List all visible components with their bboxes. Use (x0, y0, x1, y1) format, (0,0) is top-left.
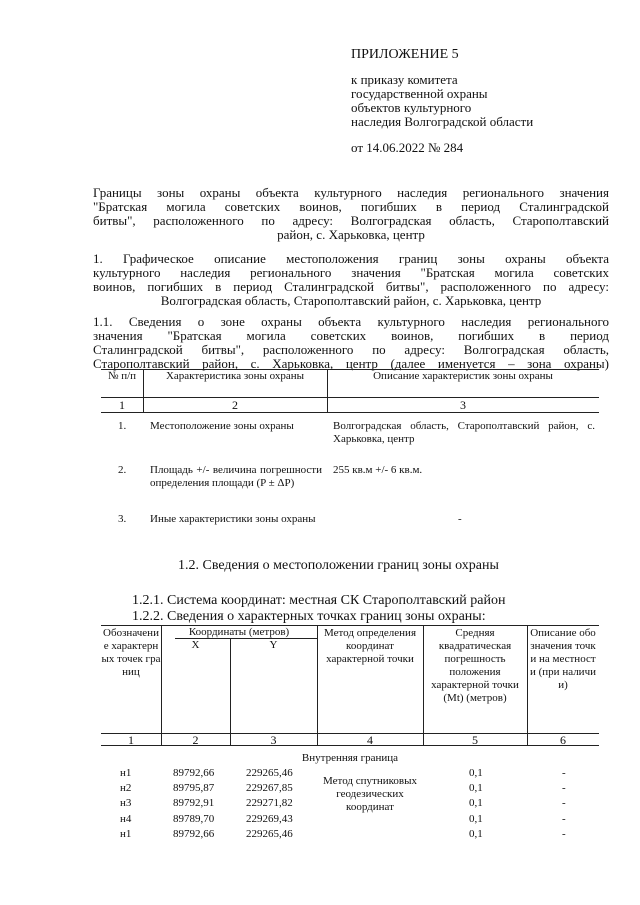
table2-row4-y: 229269,43 (246, 813, 293, 825)
section1-line-3: воинов, погибших в период Сталинградской битвы", расположенного по адресу: (93, 279, 609, 294)
table2-row2-point: н2 (120, 782, 132, 794)
table2-header-coords: Координаты (метров) (188, 626, 290, 638)
section11-line-1: 1.1. Сведения о зоне охраны объекта культурного наследия регионального (93, 314, 609, 329)
table2-method-value: Метод спутниковых геодезических координат (323, 775, 417, 813)
table2-row5-desc: - (562, 828, 566, 840)
table2-row4-x: 89789,70 (173, 813, 215, 825)
table2-row2-err: 0,1 (469, 782, 483, 794)
appendix-line-3: объектов культурного (351, 100, 472, 115)
table1-header-num: № п/п (107, 370, 137, 382)
table2-header-y: Y (269, 639, 278, 651)
table2-header-error: Средняя квадратическая погрешность положения характерной точки (Mt) (метров) (431, 627, 519, 704)
table1-row1-num: 1. (118, 420, 127, 432)
table2-row3-point: н3 (120, 797, 132, 809)
heading-line-1: Границы зоны охраны объекта культурного наследия регионального значения (93, 185, 609, 200)
table2-row1-desc: - (562, 767, 566, 779)
table2-colnum-2: 2 (192, 733, 199, 747)
section11-line-4: Старополтавский район, с. Харьковка, центр (далее именуется – зона охраны) (93, 356, 609, 371)
appendix-line-1: к приказу комитета (351, 72, 458, 87)
table1-row1-desc: Волгоградская область, Старополтавский район, с. Харьковка, центр (333, 420, 595, 445)
table1-colnum-3: 3 (460, 398, 466, 412)
heading-line-3: битвы", расположенного по адресу: Волгоградская область, Старополтавский (93, 213, 609, 228)
table2-row5-x: 89792,66 (173, 828, 215, 840)
section11-line-3: Сталинградской битвы", расположенного по адресу: Волгоградская область, (93, 342, 609, 357)
table1-row2-char: Площадь +/- величина погрешности определения площади (P ± ΔP) (150, 464, 322, 489)
appendix-line-2: государственной охраны (351, 86, 488, 101)
table1-row2-num: 2. (118, 464, 127, 476)
table1-row1-char: Местоположение зоны охраны (150, 420, 294, 432)
table2-group-label: Внутренняя граница (301, 752, 399, 764)
table2-header-x: X (191, 639, 200, 651)
heading-line-2: "Братская могила советских воинов, погибших в период Сталинградской (93, 199, 609, 214)
table2-row3-desc: - (562, 797, 566, 809)
table2-colnum-3: 3 (270, 733, 277, 747)
table2-row1-err: 0,1 (469, 767, 483, 779)
table2-colnum-5: 5 (472, 733, 478, 747)
table1-row3-char: Иные характеристики зоны охраны (150, 513, 316, 525)
section121-title: 1.2.1. Система координат: местная СК Старополтавский район (132, 593, 506, 608)
table2-row2-x: 89795,87 (173, 782, 215, 794)
appendix-line-4: наследия Волгоградской области (351, 114, 534, 129)
table1-row2-desc: 255 кв.м +/- 6 кв.м. (333, 464, 423, 476)
table2-row4-err: 0,1 (469, 813, 483, 825)
table2-row5-err: 0,1 (469, 828, 483, 840)
table2-header-desc: Описание обозначения точки на местности (при наличии) (530, 627, 596, 691)
appendix-date: от 14.06.2022 № 284 (351, 140, 464, 155)
table2-colnum-4: 4 (367, 733, 373, 747)
table2-colnum-6: 6 (560, 733, 566, 747)
table2-row3-err: 0,1 (469, 797, 483, 809)
table1-colnum-2: 2 (232, 398, 238, 412)
table2-row1-point: н1 (120, 767, 132, 779)
table2-row3-x: 89792,91 (173, 797, 215, 809)
table1-row3-num: 3. (118, 513, 127, 525)
table2-row2-desc: - (562, 782, 566, 794)
table1-header-char: Характеристика зоны охраны (165, 370, 305, 382)
section122-title: 1.2.2. Сведения о характерных точках границ зоны охраны: (132, 609, 486, 624)
section11-line-2: значения "Братская могила советских воинов, погибших в период (93, 328, 609, 343)
table2-header-method: Метод определения координат характерной точки (323, 627, 417, 665)
table2-colnum-1: 1 (128, 733, 134, 747)
appendix-title: ПРИЛОЖЕНИЕ 5 (351, 47, 459, 62)
table2-row5-y: 229265,46 (246, 828, 293, 840)
table2-row4-desc: - (562, 813, 566, 825)
heading-line-4: район, с. Харьковка, центр (277, 227, 425, 242)
table2-row5-point: н1 (120, 828, 132, 840)
table1-row3-desc: - (458, 513, 462, 525)
section1-line-2: культурного наследия регионального значения "Братская могила советских (93, 265, 609, 280)
table2-row2-y: 229267,85 (246, 782, 293, 794)
table2-row3-y: 229271,82 (246, 797, 293, 809)
section1-line-4: Волгоградская область, Старополтавский район, с. Харьковка, центр (160, 293, 542, 308)
table2-row4-point: н4 (120, 813, 132, 825)
table2-row1-x: 89792,66 (173, 767, 215, 779)
section12-title: 1.2. Сведения о местоположении границ зоны охраны (178, 558, 499, 573)
table1-colnum-1: 1 (119, 398, 125, 412)
table1-header-desc: Описание характеристик зоны охраны (373, 370, 553, 382)
table2-header-point: Обозначение характерных точек границ (101, 627, 161, 678)
table2-row1-y: 229265,46 (246, 767, 293, 779)
section1-line-1: 1. Графическое описание местоположения границ зоны охраны объекта (93, 251, 609, 266)
